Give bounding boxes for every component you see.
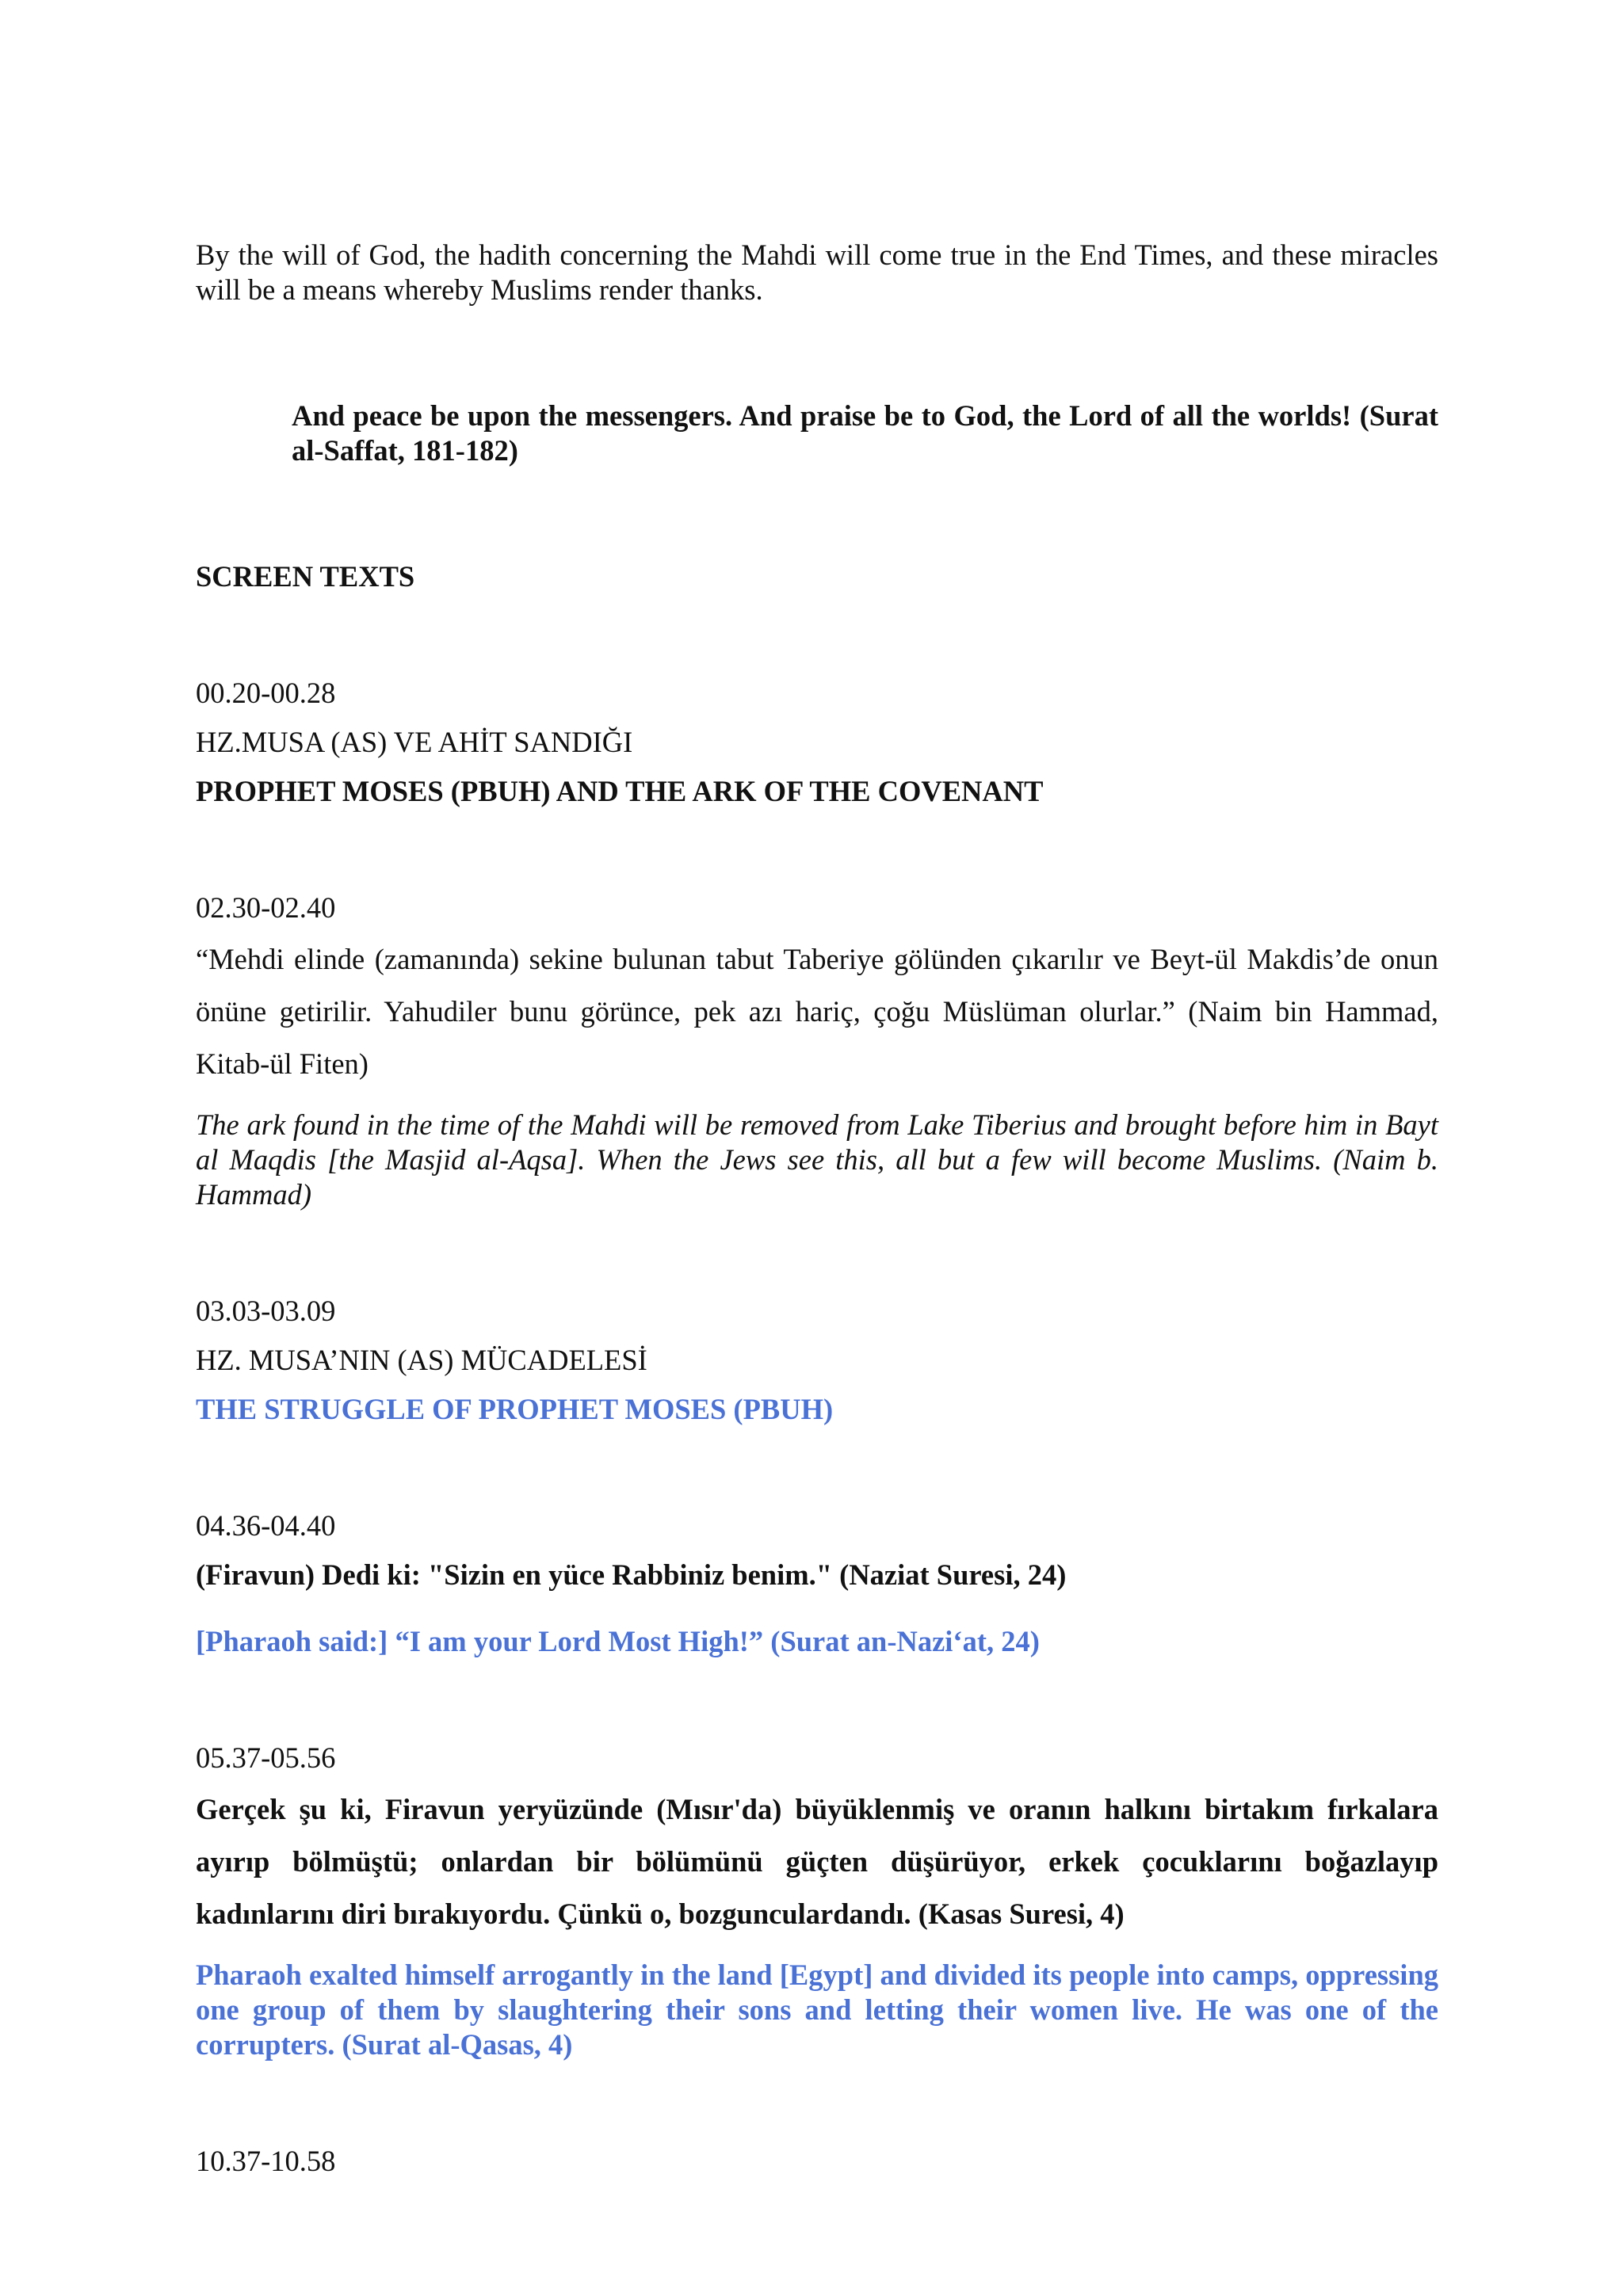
english-text: THE STRUGGLE OF PROPHET MOSES (PBUH) bbox=[196, 1393, 834, 1425]
verse-quote: And peace be upon the messengers. And praise be to God, the Lord of all the worlds! (Surat al-Saffat, 181-182) bbox=[292, 399, 1438, 467]
turkish-text: HZ.MUSA (AS) VE AHİT SANDIĞI bbox=[196, 726, 633, 758]
timestamp: 03.03-03.09 bbox=[196, 1295, 336, 1327]
subtitle-block-4 bbox=[196, 1508, 1438, 1659]
subtitle-block-1 bbox=[196, 676, 1438, 809]
english-text: The ark found in the time of the Mahdi will be removed from Lake Tiberius and brought before him in Bayt al Maqdis [the Masjid al-Aqsa]. When the Jews see this, all but a few will become Muslims. (Naim b. Hammad) bbox=[196, 1108, 1438, 1211]
timestamp: 02.30-02.40 bbox=[196, 891, 336, 924]
timestamp: 04.36-04.40 bbox=[196, 1509, 336, 1542]
turkish-text: Gerçek şu ki, Firavun yeryüzünde (Mısır'da) büyüklenmiş ve oranın halkını birtakım fırkalara ayırıp bölmüştü; onlardan bir bölümünü güçten düşürüyor, erkek çocuklarını boğazlayıp kadınlarını diri bırakıyordu. Çünkü o, bozgunculardandı. (Kasas Suresi, 4) bbox=[196, 1793, 1438, 1930]
timestamp: 05.37-05.56 bbox=[196, 1741, 336, 1774]
english-text: Pharaoh exalted himself arrogantly in the land [Egypt] and divided its people into camps, oppressing one group of them by slaughtering their sons and letting their women live. He was one of the corrupters. (Surat al-Qasas, 4) bbox=[196, 1958, 1438, 2061]
subtitle-block-6 bbox=[196, 2144, 1438, 2179]
document-page bbox=[196, 238, 1438, 2179]
timestamp: 00.20-00.28 bbox=[196, 677, 336, 709]
subtitle-block-2 bbox=[196, 891, 1438, 1212]
section-heading: SCREEN TEXTS bbox=[196, 560, 415, 593]
intro-paragraph: By the will of God, the hadith concerning the Mahdi will come true in the End Times, and these miracles will be a means whereby Muslims render thanks. bbox=[196, 238, 1438, 306]
subtitle-block-5 bbox=[196, 1741, 1438, 2062]
turkish-text: HZ. MUSA’NIN (AS) MÜCADELESİ bbox=[196, 1344, 647, 1376]
subtitle-block-3 bbox=[196, 1294, 1438, 1427]
turkish-text: “Mehdi elinde (zamanında) sekine bulunan tabut Taberiye gölünden çıkarılır ve Beyt-ül Makdis’de onun önüne getirilir. Yahudiler bunu görünce, pek azı hariç, çoğu Müslüman olurlar.” (Naim bin Hammad, Kitab-ül Fiten) bbox=[196, 943, 1438, 1080]
english-text: PROPHET MOSES (PBUH) AND THE ARK OF THE COVENANT bbox=[196, 775, 1044, 807]
turkish-text: (Firavun) Dedi ki: "Sizin en yüce Rabbiniz benim." (Naziat Suresi, 24) bbox=[196, 1558, 1067, 1591]
english-text: [Pharaoh said:] “I am your Lord Most High!” (Surat an-Nazi‘at, 24) bbox=[196, 1625, 1040, 1657]
timestamp: 10.37-10.58 bbox=[196, 2145, 336, 2177]
